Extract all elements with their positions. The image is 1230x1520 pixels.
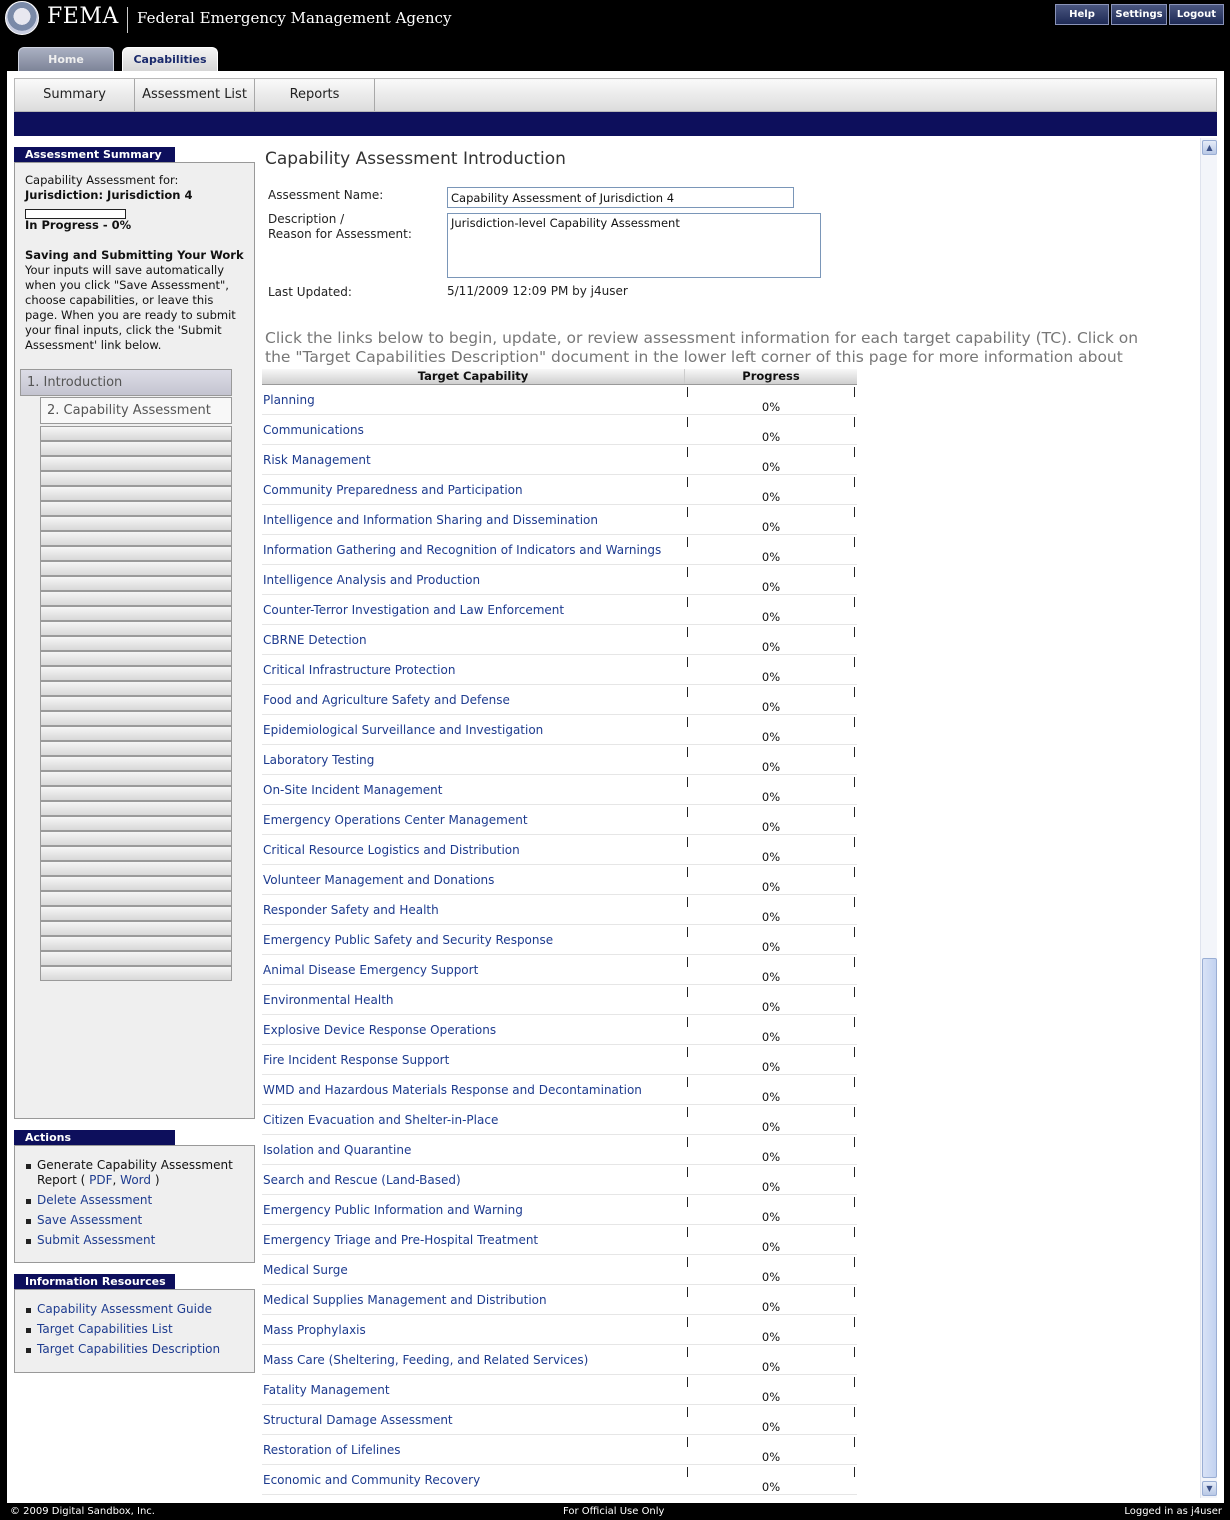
- capability-link[interactable]: Laboratory Testing: [263, 753, 375, 767]
- capability-link[interactable]: Emergency Operations Center Management: [263, 813, 528, 827]
- capability-link[interactable]: Mass Prophylaxis: [263, 1323, 366, 1337]
- capability-progress: 0%: [761, 1030, 781, 1044]
- capability-link[interactable]: Economic and Community Recovery: [263, 1473, 481, 1487]
- progress-tick-right: [854, 417, 855, 427]
- progress-tick-left: [687, 897, 688, 907]
- progress-tick-left: [687, 567, 688, 577]
- capability-step-item[interactable]: [40, 711, 232, 726]
- capability-link[interactable]: Search and Rescue (Land-Based): [263, 1173, 461, 1187]
- subnav-summary[interactable]: Summary: [15, 79, 135, 111]
- progress-tick-right: [854, 1467, 855, 1477]
- table-row: [262, 535, 857, 565]
- capability-progress: 0%: [761, 1330, 781, 1344]
- delete-assessment-link[interactable]: Delete Assessment: [37, 1193, 153, 1207]
- save-assessment-link[interactable]: Save Assessment: [37, 1213, 143, 1227]
- footer-copyright: © 2009 Digital Sandbox, Inc.: [10, 1506, 155, 1517]
- sub-navigation: [14, 78, 1217, 112]
- capability-progress: 0%: [761, 1120, 781, 1134]
- progress-tick-left: [687, 1437, 688, 1447]
- footer-notice: For Official Use Only: [563, 1506, 665, 1517]
- content-frame: [7, 71, 1224, 1503]
- progress-tick-right: [854, 897, 855, 907]
- capability-progress: 0%: [761, 1180, 781, 1194]
- capability-link[interactable]: Explosive Device Response Operations: [263, 1023, 497, 1037]
- capability-progress: 0%: [761, 520, 781, 534]
- capability-progress: 0%: [761, 820, 781, 834]
- progress-tick-right: [854, 687, 855, 697]
- capability-link[interactable]: Restoration of Lifelines: [263, 1443, 401, 1457]
- capability-step-item[interactable]: [40, 681, 232, 696]
- information-resources-panel: [14, 1289, 255, 1373]
- progress-tick-right: [854, 957, 855, 967]
- table-row: [262, 385, 857, 415]
- table-row: [262, 1225, 857, 1255]
- table-row: [262, 1165, 857, 1195]
- capability-step-item[interactable]: [40, 501, 232, 516]
- progress-tick-right: [854, 657, 855, 667]
- capability-progress: 0%: [761, 910, 781, 924]
- progress-tick-right: [854, 1197, 855, 1207]
- progress-tick-left: [687, 1287, 688, 1297]
- capability-step-item[interactable]: [40, 786, 232, 801]
- progress-tick-right: [854, 927, 855, 937]
- capability-link[interactable]: Intelligence Analysis and Production: [263, 573, 481, 587]
- progress-tick-left: [687, 1107, 688, 1117]
- progress-tick-left: [687, 1047, 688, 1057]
- saving-text: Your inputs will save automatically when you click "Save Assessment", choose capabilities, or leave this page. When you are ready to submit your final inputs, click the 'Submit Assessment' link below.: [25, 263, 236, 352]
- progress-tick-left: [687, 1257, 688, 1267]
- capability-progress: 0%: [761, 1390, 781, 1404]
- intro-text: Click the links below to begin, update, or review assessment information for each target capability (TC). Click on the "Target Capabilities Description" document in the lower left corner of this page for more information about: [265, 329, 1139, 366]
- capability-step-item[interactable]: [40, 696, 232, 711]
- description-label-line1: Description /: [268, 212, 345, 226]
- progress-tick-right: [854, 1317, 855, 1327]
- generate-report-label: Generate Capability Assessment Report (: [37, 1158, 233, 1187]
- progress-tick-right: [854, 1227, 855, 1237]
- progress-tick-right: [854, 1077, 855, 1087]
- progress-tick-left: [687, 1197, 688, 1207]
- agency-name: Federal Emergency Management Agency: [137, 9, 452, 27]
- capability-link[interactable]: Information Gathering and Recognition of Indicators and Warnings: [263, 543, 662, 557]
- table-row: [262, 445, 857, 475]
- table-row: [262, 1015, 857, 1045]
- last-updated-value: 5/11/2009 12:09 PM by j4user: [447, 284, 628, 298]
- capability-link[interactable]: Mass Care (Sheltering, Feeding, and Related Services): [263, 1353, 589, 1367]
- capability-step-item[interactable]: [40, 741, 232, 756]
- actions-panel: [14, 1145, 255, 1263]
- capability-progress: 0%: [761, 1420, 781, 1434]
- progress-tick-right: [854, 507, 855, 517]
- progress-tick-right: [854, 447, 855, 457]
- capability-link[interactable]: Volunteer Management and Donations: [263, 873, 495, 887]
- capability-link[interactable]: Community Preparedness and Participation: [263, 483, 523, 497]
- table-row: [262, 745, 857, 775]
- progress-tick-right: [854, 1407, 855, 1417]
- capability-progress: 0%: [761, 430, 781, 444]
- capability-step-item[interactable]: [40, 936, 232, 951]
- table-row: [262, 925, 857, 955]
- progress-tick-left: [687, 1137, 688, 1147]
- capability-step-item[interactable]: [40, 456, 232, 471]
- target-capabilities-table: [262, 369, 857, 1495]
- capability-link[interactable]: Medical Surge: [263, 1263, 348, 1277]
- assessment-summary-title: Assessment Summary: [14, 147, 175, 162]
- capability-link[interactable]: Citizen Evacuation and Shelter-in-Place: [263, 1113, 499, 1127]
- dhs-seal-icon: [5, 1, 39, 35]
- step-capability-assessment[interactable]: 2. Capability Assessment: [40, 397, 232, 424]
- table-row: [262, 1195, 857, 1225]
- capability-progress: 0%: [761, 1300, 781, 1314]
- table-row: [262, 625, 857, 655]
- progress-tick-left: [687, 1017, 688, 1027]
- table-row: [262, 805, 857, 835]
- table-row: [262, 475, 857, 505]
- table-row: [262, 1135, 857, 1165]
- progress-tick-left: [687, 507, 688, 517]
- capability-link[interactable]: Emergency Public Safety and Security Response: [263, 933, 554, 947]
- header: [0, 0, 1230, 72]
- capability-step-item[interactable]: [40, 906, 232, 921]
- table-row: [262, 1285, 857, 1315]
- scroll-up-icon[interactable]: ▲: [1202, 140, 1217, 155]
- progress-tick-left: [687, 867, 688, 877]
- progress-status: In Progress - 0%: [25, 218, 132, 232]
- capability-progress: 0%: [761, 1360, 781, 1374]
- table-row: [262, 415, 857, 445]
- capability-link[interactable]: WMD and Hazardous Materials Response and Decontamination: [263, 1083, 642, 1097]
- table-row: [262, 595, 857, 625]
- capability-link[interactable]: Risk Management: [263, 453, 371, 467]
- report-suffix: ): [154, 1173, 160, 1187]
- jurisdiction-label: Jurisdiction: Jurisdiction 4: [25, 188, 193, 202]
- progress-tick-right: [854, 807, 855, 817]
- table-header: [262, 369, 857, 385]
- capability-progress: 0%: [761, 1090, 781, 1104]
- capability-progress: 0%: [761, 610, 781, 624]
- progress-tick-left: [687, 447, 688, 457]
- capability-link[interactable]: Communications: [263, 423, 364, 437]
- target-capabilities-list-link[interactable]: Target Capabilities List: [37, 1322, 173, 1336]
- capability-step-item[interactable]: [40, 876, 232, 891]
- capability-progress: 0%: [761, 550, 781, 564]
- capability-link[interactable]: Medical Supplies Management and Distribution: [263, 1293, 547, 1307]
- capability-step-item[interactable]: [40, 771, 232, 786]
- saving-title: Saving and Submitting Your Work: [25, 248, 244, 262]
- table-row: [262, 685, 857, 715]
- capability-progress: 0%: [761, 760, 781, 774]
- capability-progress: 0%: [761, 490, 781, 504]
- progress-tick-left: [687, 1347, 688, 1357]
- capability-step-item[interactable]: [40, 921, 232, 936]
- progress-tick-right: [854, 1377, 855, 1387]
- table-row: [262, 565, 857, 595]
- progress-tick-right: [854, 1287, 855, 1297]
- capability-link[interactable]: Critical Infrastructure Protection: [263, 663, 456, 677]
- progress-tick-left: [687, 537, 688, 547]
- capability-link[interactable]: Isolation and Quarantine: [263, 1143, 412, 1157]
- capability-link[interactable]: Food and Agriculture Safety and Defense: [263, 693, 510, 707]
- capability-step-item[interactable]: [40, 621, 232, 636]
- capability-progress: 0%: [761, 850, 781, 864]
- capability-step-item[interactable]: [40, 891, 232, 906]
- table-row: [262, 985, 857, 1015]
- capability-link[interactable]: Critical Resource Logistics and Distribution: [263, 843, 520, 857]
- capability-link[interactable]: Counter-Terror Investigation and Law Enforcement: [263, 603, 565, 617]
- capability-step-item[interactable]: [40, 591, 232, 606]
- progress-tick-left: [687, 597, 688, 607]
- capability-step-item[interactable]: [40, 486, 232, 501]
- capability-progress: 0%: [761, 790, 781, 804]
- top-links: [1055, 4, 1224, 25]
- capability-link[interactable]: Fire Incident Response Support: [263, 1053, 450, 1067]
- progress-tick-right: [854, 777, 855, 787]
- progress-tick-right: [854, 987, 855, 997]
- progress-tick-left: [687, 1407, 688, 1417]
- capability-step-item[interactable]: [40, 426, 232, 441]
- progress-tick-left: [687, 777, 688, 787]
- capability-link[interactable]: Emergency Triage and Pre-Hospital Treatment: [263, 1233, 539, 1247]
- progress-tick-right: [854, 627, 855, 637]
- capability-step-item[interactable]: [40, 546, 232, 561]
- progress-tick-right: [854, 1107, 855, 1117]
- brand-logo: FEMA: [47, 4, 119, 29]
- capability-step-item[interactable]: [40, 831, 232, 846]
- nav-blue-bar: [14, 112, 1217, 136]
- progress-tick-right: [854, 747, 855, 757]
- table-row: [262, 1105, 857, 1135]
- scrollbar-thumb[interactable]: [1202, 958, 1217, 1478]
- capability-progress: 0%: [761, 1060, 781, 1074]
- progress-tick-left: [687, 657, 688, 667]
- submit-assessment-link[interactable]: Submit Assessment: [37, 1233, 156, 1247]
- capability-step-item[interactable]: [40, 441, 232, 456]
- table-row: [262, 895, 857, 925]
- progress-tick-right: [854, 477, 855, 487]
- table-row: [262, 1345, 857, 1375]
- capability-progress: 0%: [761, 1210, 781, 1224]
- table-body: [262, 385, 857, 1495]
- capability-link[interactable]: Environmental Health: [263, 993, 394, 1007]
- column-header-progress: Progress: [742, 369, 800, 383]
- description-input[interactable]: [447, 213, 821, 278]
- table-row: [262, 1315, 857, 1345]
- capability-progress: 0%: [761, 940, 781, 954]
- progress-tick-right: [854, 597, 855, 607]
- progress-tick-left: [687, 387, 688, 397]
- capability-progress: 0%: [761, 1480, 781, 1494]
- progress-tick-right: [854, 837, 855, 847]
- progress-tick-left: [687, 687, 688, 697]
- progress-tick-right: [854, 867, 855, 877]
- capability-step-item[interactable]: [40, 861, 232, 876]
- capability-step-item[interactable]: [40, 801, 232, 816]
- description-label-line2: Reason for Assessment:: [268, 227, 412, 241]
- progress-tick-right: [854, 537, 855, 547]
- capability-progress: 0%: [761, 1270, 781, 1284]
- table-row: [262, 1045, 857, 1075]
- assessment-name-label: Assessment Name:: [268, 188, 384, 202]
- footer: [0, 1503, 1230, 1520]
- progress-tick-right: [854, 567, 855, 577]
- progress-tick-left: [687, 987, 688, 997]
- step-introduction[interactable]: 1. Introduction: [20, 369, 232, 396]
- footer-user: Logged in as j4user: [1124, 1506, 1222, 1517]
- capability-step-item[interactable]: [40, 726, 232, 741]
- capability-step-list: [40, 426, 232, 981]
- progress-tick-left: [687, 1377, 688, 1387]
- table-row: [262, 1375, 857, 1405]
- information-resources-title: Information Resources: [14, 1274, 175, 1289]
- capability-progress: 0%: [761, 880, 781, 894]
- table-row: [262, 505, 857, 535]
- column-header-capability: Target Capability: [262, 369, 685, 384]
- capability-link[interactable]: Responder Safety and Health: [263, 903, 439, 917]
- pdf-report-link[interactable]: PDF: [89, 1173, 113, 1187]
- assessment-summary-panel: [14, 162, 255, 1119]
- progress-tick-left: [687, 417, 688, 427]
- capability-progress: 0%: [761, 970, 781, 984]
- progress-tick-right: [854, 1047, 855, 1057]
- progress-tick-left: [687, 747, 688, 757]
- subnav-reports[interactable]: Reports: [255, 79, 375, 111]
- capability-link[interactable]: Planning: [263, 393, 315, 407]
- progress-tick-left: [687, 1227, 688, 1237]
- subnav-assessment-list[interactable]: Assessment List: [135, 79, 255, 111]
- progress-tick-left: [687, 627, 688, 637]
- capability-step-item[interactable]: [40, 756, 232, 771]
- tab-home[interactable]: Home: [18, 47, 114, 71]
- capability-step-item[interactable]: [40, 516, 232, 531]
- capability-progress: 0%: [761, 1450, 781, 1464]
- progress-tick-left: [687, 1167, 688, 1177]
- table-row: [262, 1465, 857, 1495]
- capability-progress: 0%: [761, 1240, 781, 1254]
- progress-tick-left: [687, 957, 688, 967]
- progress-tick-left: [687, 927, 688, 937]
- table-row: [262, 1405, 857, 1435]
- capability-step-item[interactable]: [40, 531, 232, 546]
- capability-progress: 0%: [761, 700, 781, 714]
- progress-tick-right: [854, 1137, 855, 1147]
- logout-button[interactable]: Logout: [1169, 4, 1224, 25]
- capability-progress: 0%: [761, 730, 781, 744]
- table-row: [262, 1075, 857, 1105]
- capability-progress: 0%: [761, 640, 781, 654]
- progress-tick-left: [687, 1317, 688, 1327]
- table-row: [262, 715, 857, 745]
- progress-tick-right: [854, 717, 855, 727]
- table-row: [262, 835, 857, 865]
- progress-tick-right: [854, 1017, 855, 1027]
- capability-link[interactable]: Animal Disease Emergency Support: [263, 963, 479, 977]
- vertical-scrollbar[interactable]: [1200, 138, 1217, 1498]
- capability-assessment-guide-link[interactable]: Capability Assessment Guide: [37, 1302, 212, 1316]
- page-title: Capability Assessment Introduction: [265, 149, 566, 169]
- brand-divider: [127, 7, 128, 33]
- assessment-for-label: Capability Assessment for:: [25, 173, 179, 187]
- table-row: [262, 1255, 857, 1285]
- assessment-name-input[interactable]: [447, 187, 794, 208]
- settings-button[interactable]: Settings: [1111, 4, 1167, 25]
- progress-tick-right: [854, 387, 855, 397]
- progress-tick-right: [854, 1257, 855, 1267]
- progress-tick-left: [687, 1077, 688, 1087]
- capability-link[interactable]: CBRNE Detection: [263, 633, 367, 647]
- progress-tick-left: [687, 837, 688, 847]
- progress-tick-left: [687, 807, 688, 817]
- capability-link[interactable]: Fatality Management: [263, 1383, 390, 1397]
- progress-tick-left: [687, 477, 688, 487]
- capability-link[interactable]: Intelligence and Information Sharing and Dissemination: [263, 513, 599, 527]
- last-updated-label: Last Updated:: [268, 285, 352, 299]
- capability-progress: 0%: [761, 1150, 781, 1164]
- progress-tick-right: [854, 1167, 855, 1177]
- capability-link[interactable]: Structural Damage Assessment: [263, 1413, 453, 1427]
- capability-step-item[interactable]: [40, 666, 232, 681]
- table-row: [262, 955, 857, 985]
- progress-tick-left: [687, 1467, 688, 1477]
- capability-step-item[interactable]: [40, 606, 232, 621]
- capability-step-item[interactable]: [40, 816, 232, 831]
- table-row: [262, 655, 857, 685]
- report-separator: ,: [112, 1173, 117, 1187]
- capability-progress: 0%: [761, 580, 781, 594]
- capability-step-item[interactable]: [40, 951, 232, 966]
- generate-report-item: [25, 1158, 240, 1188]
- tab-capabilities[interactable]: Capabilities: [122, 47, 218, 71]
- target-capabilities-description-link[interactable]: Target Capabilities Description: [37, 1342, 221, 1356]
- capability-progress: 0%: [761, 1000, 781, 1014]
- capability-link[interactable]: Emergency Public Information and Warning: [263, 1203, 523, 1217]
- capability-step-item[interactable]: [40, 561, 232, 576]
- actions-title: Actions: [14, 1130, 175, 1145]
- capability-step-item[interactable]: [40, 651, 232, 666]
- table-row: [262, 1435, 857, 1465]
- progress-tick-right: [854, 1347, 855, 1357]
- capability-step-item[interactable]: [40, 636, 232, 651]
- table-row: [262, 775, 857, 805]
- progress-tick-right: [854, 1437, 855, 1447]
- capability-link[interactable]: On-Site Incident Management: [263, 783, 443, 797]
- word-report-link[interactable]: Word: [120, 1173, 151, 1187]
- capability-step-item[interactable]: [40, 576, 232, 591]
- capability-step-item[interactable]: [40, 471, 232, 486]
- progress-tick-left: [687, 717, 688, 727]
- scroll-down-icon[interactable]: ▼: [1202, 1481, 1217, 1496]
- capability-step-item[interactable]: [40, 846, 232, 861]
- capability-step-item[interactable]: [40, 966, 232, 981]
- help-button[interactable]: Help: [1055, 4, 1109, 25]
- capability-progress: 0%: [761, 670, 781, 684]
- table-row: [262, 865, 857, 895]
- capability-link[interactable]: Epidemiological Surveillance and Investigation: [263, 723, 544, 737]
- capability-progress: 0%: [761, 460, 781, 474]
- capability-progress: 0%: [761, 400, 781, 414]
